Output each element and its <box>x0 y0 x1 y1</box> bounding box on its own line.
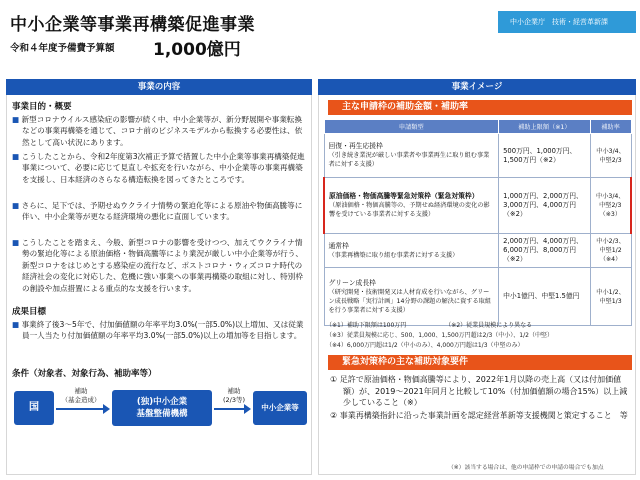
note-2: （※3）従業員規模に応じ、500、1,000、1,500万円超は2/3（中小）、1/2（中堅） <box>326 332 553 339</box>
row-desc: （研究開発・技術開発又は人材育成を行いながら、グリーン成長戦略「実行計画」14分野の課題の解決に資する取組を行う事業者に対する支援） <box>328 288 492 314</box>
row-rate: 中小2/3、中堅1/2（※4） <box>590 234 631 268</box>
page-title: 中小企業等事業再構築促進事業 <box>10 15 255 35</box>
table-row <box>324 234 631 268</box>
requirement-2: ② 事業再構築指針に沿った事業計画を認定経営革新等支援機関と策定すること 等 <box>330 411 628 420</box>
results-bullet: ■ 事業終了後3～5年で、付加価値額の年率平均3.0%(一部5.0%)以上増加、又は従業員一人当たり付加価値額の年率平均3.0%(一部5.0%)以上の増加等を目指します。 <box>12 320 304 341</box>
subsidy-fund-label: 補助 （基金造成） <box>61 387 101 404</box>
purpose-bullet-4: ■ こうしたことを踏まえ、今般、新型コロナの影響を受けつつ、加えてウクライナ情勢の緊迫化等による原油価格・物価高騰等により業況が厳しい中小企業等が行う、新型コロナをはじめとする感染症の流行など、ポストコロナ・ウィズコロナ時代の経済社会の変化に対応した、危機に強い事業への事業再構築の取組に対し、特別枠の創設や加点措置による重点的な支援を行います。 <box>12 238 303 293</box>
column-header-type: 申請類型 <box>324 120 499 134</box>
arrow-right-icon <box>244 404 251 414</box>
column-header-limit: 補助上限額（※1） <box>499 120 590 134</box>
purpose-bullet-1: ■ 新型コロナウイルス感染症の影響が続く中、中小企業等が、新分野展開や事業転換などの事業再構築を通じて、コロナ前のビジネスモデルから転換する必要性は、依然として高い状況にあります。 <box>12 115 303 147</box>
row-rate: 中小1/2、中堅1/3 <box>590 268 631 326</box>
budget-label: 令和４年度予備費予算額 <box>10 43 115 54</box>
row-type-cell <box>324 268 499 326</box>
smes-box: 中小企業等 <box>253 391 307 425</box>
subsidy-rate-label: 補助 (2/3等) <box>222 387 246 404</box>
purpose-bullet-2: ■ こうしたことから、令和2年度第3次補正予算で措置した中小企業等事業再構築促進事業について、必要に応じて見直しや拡充を行いながら、中小企業等の事業再構築を支援し、日本経済のさらなる構造転換を図ってきたところです。 <box>12 152 305 184</box>
row-desc: （引き続き業況が厳しい事業者や事業再生に取り組む事業者に対する支援） <box>328 152 490 168</box>
note-3: （※4）6,000万円超は1/2（中小のみ）、4,000万円超は1/3（中堅のみ） <box>326 342 524 349</box>
purpose-bullet-3: ■ さらに、足下では、予期せぬウクライナ情勢の緊迫化等による原油や物価高騰等に伴い、中小企業等が更なる経済環境の悪化に直面しています。 <box>12 201 303 222</box>
business-content-header: 事業の内容 <box>6 79 312 95</box>
requirement-1: ① 足許で原油価格・物価高騰等により、2022年1月以降の売上高（又は付加価値額）が、2019～2021年同月と比較して10%（付加価値額の場合15%）以上減少していること（※） <box>330 375 628 407</box>
row-type-cell <box>324 178 499 234</box>
arrow-right-icon <box>103 404 110 414</box>
row-type-cell <box>324 234 499 268</box>
results-title: 成果目標 <box>12 307 47 317</box>
row-type-cell <box>324 134 499 178</box>
business-image-header: 事業イメージ <box>318 79 636 95</box>
table-header-row <box>324 120 631 134</box>
country-box: 国 <box>14 391 54 425</box>
table-row <box>324 268 631 326</box>
row-amount: 2,000万円、4,000万円、6,000万円、8,000万円（※2） <box>499 234 590 268</box>
requirements-title: 緊急対策枠の主な補助対象要件 <box>328 355 632 370</box>
grants-title: 主な申請枠の補助金額・補助率 <box>328 100 632 115</box>
table-row-highlighted <box>324 178 631 234</box>
table-row <box>324 134 631 178</box>
ministry-tag: 中小企業庁 技術・経営革新課 <box>498 11 636 33</box>
row-rate: 中小3/4、中堅2/3（※3） <box>590 178 631 234</box>
bullet-icon: ■ <box>12 238 22 247</box>
row-desc: （事業再構築に取り組む事業者に対する支援） <box>328 251 459 259</box>
row-name: グリーン成長枠 <box>328 278 376 287</box>
bullet-icon: ■ <box>12 152 22 161</box>
footnote: （※）該当する場合は、他の申請枠での申請の場合でも加点 <box>448 465 604 471</box>
row-name: 回復・再生応援枠 <box>328 142 383 150</box>
bullet-icon: ■ <box>12 320 22 329</box>
row-amount: 中小1億円、中堅1.5億円 <box>499 268 590 326</box>
smrj-box: (独)中小企業 基盤整備機構 <box>112 390 212 426</box>
conditions-title: 条件（対象者、対象行為、補助率等） <box>12 369 157 379</box>
bullet-icon: ■ <box>12 115 22 124</box>
row-amount: 500万円、1,000万円、1,500万円（※2） <box>499 134 590 178</box>
row-name: 原油価格・物価高騰等緊急対策枠（緊急対策枠） <box>329 192 479 200</box>
row-amount: 1,000万円、2,000万円、3,000万円、4,000万円（※2） <box>499 178 590 234</box>
note-1: （※1）補助下限額は100万円 （※2）従業員規模により異なる <box>326 322 533 329</box>
row-desc: （原油価格・物価高騰等の、予期せぬ経済環境の変化の影響を受けている事業者に対する支援） <box>329 202 490 218</box>
row-rate: 中小3/4、中堅2/3 <box>590 134 631 178</box>
purpose-title: 事業目的・概要 <box>12 102 72 112</box>
flow-arrow-1 <box>56 408 103 410</box>
column-header-rate: 補助率 <box>590 120 631 134</box>
budget-value: 1,000億円 <box>153 40 241 60</box>
bullet-icon: ■ <box>12 201 22 210</box>
row-name: 通常枠 <box>328 241 349 250</box>
flow-arrow-2 <box>214 408 244 410</box>
grants-table <box>323 119 632 326</box>
